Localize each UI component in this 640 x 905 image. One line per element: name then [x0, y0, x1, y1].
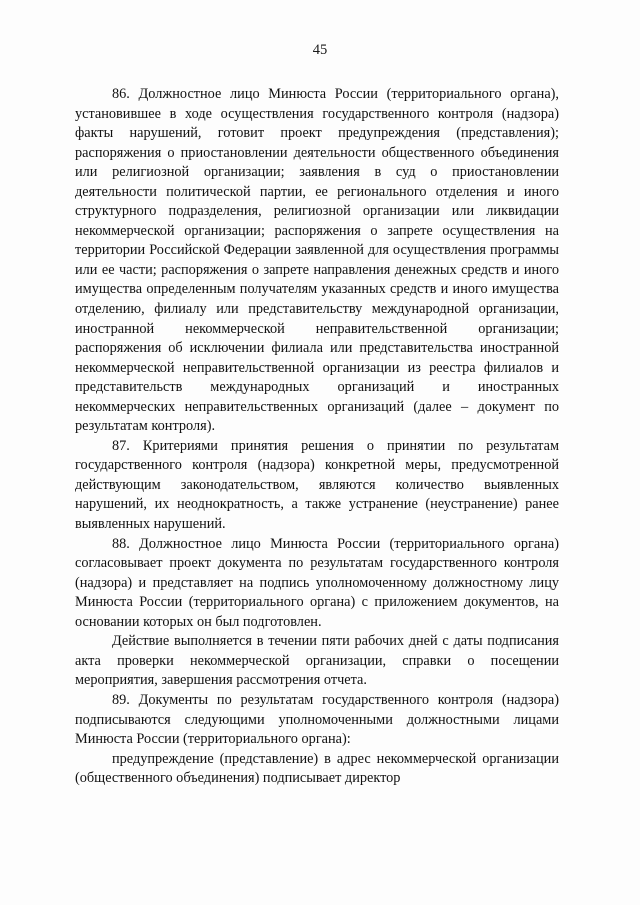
- paragraph-88: 88. Должностное лицо Минюста России (территориального органа) согласовывает проект документа по результатам государственного контроля (надзора) и представляет на подпись уполномоченному должностному лицу Минюста России (территориального органа) с приложением документов, на основании которых он был подготовлен.: [75, 535, 559, 630]
- paragraph-warning-signatory: предупреждение (представление) в адрес некоммерческой организации (общественного объединения) подписывает директор: [75, 750, 559, 787]
- paragraph-87: 87. Критериями принятия решения о принятии по результатам государственного контроля (надзора) конкретной меры, предусмотренной действующим законодательством, являются количество выявленных нарушений, их неоднократность, а также устранение (неустранение) ранее выявленных нарушений.: [75, 437, 559, 533]
- page-number: 45: [312, 42, 328, 58]
- paragraph-89: 89. Документы по результатам государственного контроля (надзора) подписываются следующими уполномоченными должностными лицами Минюста России (территориального органа):: [75, 691, 559, 748]
- document-body: [75, 85, 559, 789]
- paragraph-86: 86. Должностное лицо Минюста России (территориального органа), установившее в ходе осуществления государственного контроля (надзора) факты нарушений, готовит проект предупреждения (представления); распоряжения о приостановлении деятельности общественного объединения или религиозной организации; заявления в суд о приостановлении деятельности политической партии, ее регионального отделения и иного структурного подразделения, религиозной организации или ликвидации некоммерческой организации; распоряжения о запрете осуществления на территории Российской Федерации заявленной для осуществления программы или ее части; распоряжения о запрете направления денежных средств и иного имущества определенным получателям указанных средств и иного имущества отделению, филиалу или представительству международной организации, иностранной некоммерческой неправительственной организации; распоряжения об исключении филиала или представительства иностранной некоммерческой неправительственной организации из реестра филиалов и представительств международных организаций и иностранных некоммерческих неправительственных организаций (далее – документ по результатам контроля).: [75, 86, 559, 435]
- paragraph-action-deadline: Действие выполняется в течении пяти рабочих дней с даты подписания акта проверки некоммерческой организации, справки о посещении мероприятия, завершения рассмотрения отчета.: [75, 633, 559, 689]
